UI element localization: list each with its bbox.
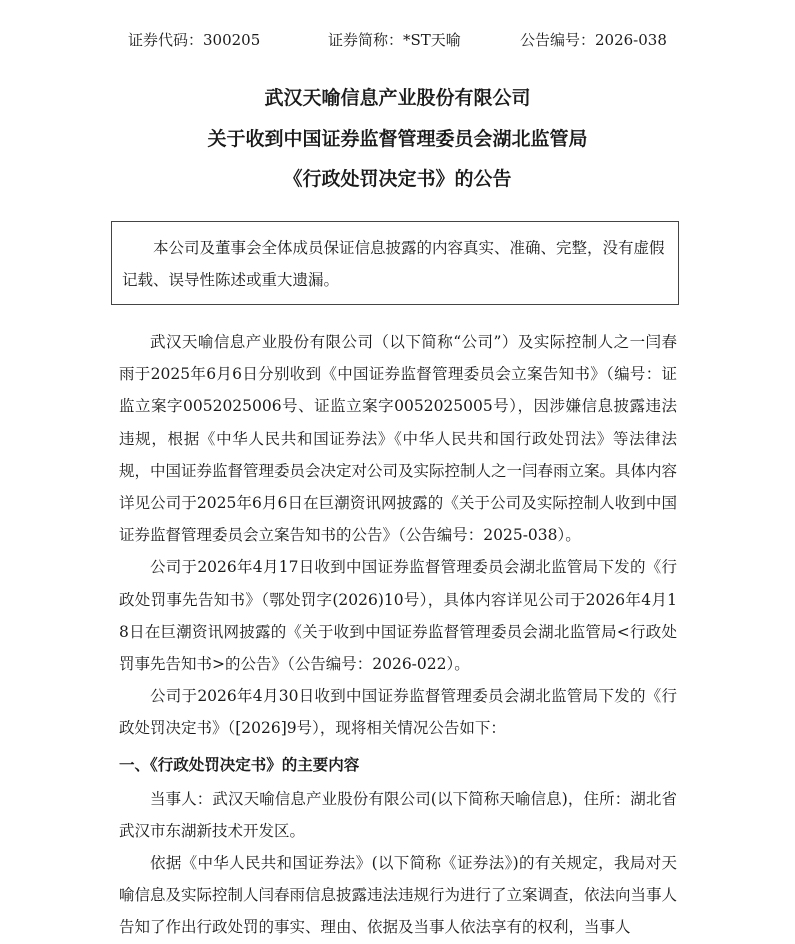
- notice-text: 本公司及董事会全体成员保证信息披露的内容真实、准确、完整，没有虚假记载、误导性陈述或重大遗漏。: [122, 239, 665, 289]
- board-assurance-notice: [111, 221, 679, 305]
- body-paragraph: 当事人：武汉天喻信息产业股份有限公司(以下简称天喻信息)，住所：湖北省武汉市东湖新技术开发区。: [119, 789, 677, 840]
- security-abbreviation: 证券简称：*ST天喻: [328, 31, 461, 49]
- company-name-title: 武汉天喻信息产业股份有限公司: [264, 87, 531, 109]
- announcement-body: [119, 326, 677, 944]
- body-paragraph: 武汉天喻信息产业股份有限公司（以下简称“公司”）及实际控制人之一闫春雨于2025年6月6日分别收到《中国证券监督管理委员会立案告知书》（编号：证监立案字0052025006号、证监立案字0052025005号），因涉嫌信息披露违法违规，根据《中华人民共和国证券法》《中华人民共和国行政处罚法》等法律法规，中国证券监督管理委员会决定对公司及实际控制人之一闫春雨立案。具体内容详见公司于2025年6月6日在巨潮资讯网披露的《关于公司及实际控制人收到中国证券监督管理委员会立案告知书的公告》（公告编号：2025-038）。: [119, 333, 678, 545]
- announcement-number: 公告编号：2026-038: [520, 31, 667, 49]
- body-paragraph: 公司于2026年4月17日收到中国证券监督管理委员会湖北监管局下发的《行政处罚事先告知书》（鄂处罚字(2026)10号），具体内容详见公司于2026年4月18日在巨潮资讯网披露的《关于收到中国证券监督管理委员会湖北监管局<行政处罚事先告知书>的公告》（公告编号：2026-022）。: [119, 558, 677, 674]
- body-paragraph: 依据《中华人民共和国证券法》(以下简称《证券法》)的有关规定，我局对天喻信息及实际控制人闫春雨信息披露违法违规行为进行了立案调查，依法向当事人告知了作出行政处罚的事实、理由、依据及当事人依法享有的权利，当事人: [119, 854, 678, 937]
- document-header: [0, 28, 795, 52]
- section-heading: 一、《行政处罚决定书》的主要内容: [119, 754, 360, 774]
- announcement-title-document: 《行政处罚决定书》的公告: [283, 168, 512, 190]
- body-paragraph: 公司于2026年4月30日收到中国证券监督管理委员会湖北监管局下发的《行政处罚决定书》（[2026]9号），现将相关情况公告如下：: [119, 687, 677, 738]
- security-code: 证券代码：300205: [128, 31, 261, 49]
- announcement-title-line: 关于收到中国证券监督管理委员会湖北监管局: [207, 128, 588, 150]
